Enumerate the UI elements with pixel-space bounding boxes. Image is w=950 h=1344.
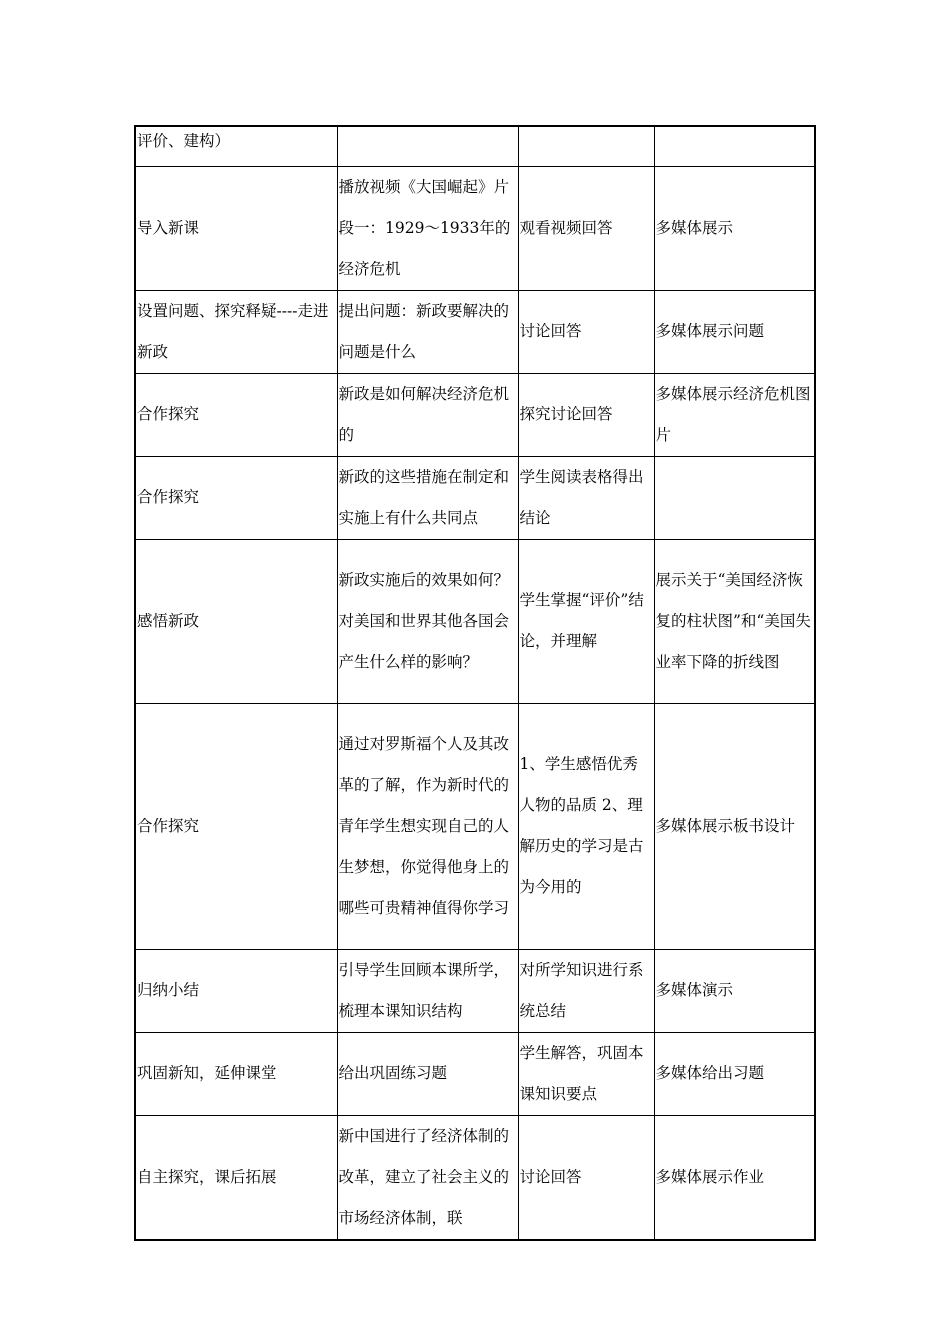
media-cell: 多媒体给出习题 [654,1032,815,1115]
media-cell: 多媒体展示 [654,166,815,290]
teacher-activity-cell: 新政的这些措施在制定和实施上有什么共同点 [337,456,518,539]
stage-cell: 导入新课 [135,166,337,290]
student-activity-cell: 探究讨论回答 [518,373,654,456]
media-cell: 展示关于“美国经济恢复的柱状图”和“美国失业率下降的折线图 [654,539,815,703]
student-activity-cell: 讨论回答 [518,290,654,373]
student-activity-cell: 对所学知识进行系统总结 [518,949,654,1032]
stage-cell: 巩固新知，延伸课堂 [135,1032,337,1115]
teacher-activity-cell: 给出巩固练习题 [337,1032,518,1115]
stage-cell: 归纳小结 [135,949,337,1032]
student-activity-cell [518,126,654,166]
table-row [135,1032,815,1115]
media-cell: 多媒体演示 [654,949,815,1032]
stage-cell: 合作探究 [135,703,337,949]
table-row [135,166,815,290]
media-cell: 多媒体展示作业 [654,1115,815,1240]
table-row [135,126,815,166]
teacher-activity-cell: 播放视频《大国崛起》片段一：1929～1933年的经济危机 [337,166,518,290]
stage-cell: 合作探究 [135,456,337,539]
student-activity-cell: 学生阅读表格得出结论 [518,456,654,539]
media-cell: 多媒体展示经济危机图片 [654,373,815,456]
media-cell: 多媒体展示板书设计 [654,703,815,949]
student-activity-cell: 讨论回答 [518,1115,654,1240]
media-cell: 多媒体展示问题 [654,290,815,373]
teacher-activity-cell: 新政实施后的效果如何？对美国和世界其他各国会产生什么样的影响？ [337,539,518,703]
table-row [135,373,815,456]
teacher-activity-cell: 通过对罗斯福个人及其改革的了解，作为新时代的青年学生想实现自己的人生梦想，你觉得他身上的哪些可贵精神值得你学习 [337,703,518,949]
table-row [135,703,815,949]
table-row [135,290,815,373]
teacher-activity-cell: 引导学生回顾本课所学，梳理本课知识结构 [337,949,518,1032]
stage-cell: 评价、建构） [135,126,337,166]
table-row [135,1115,815,1240]
table-row [135,539,815,703]
lesson-plan-table [134,125,816,1241]
stage-cell: 设置问题、探究释疑----走进新政 [135,290,337,373]
table-row [135,949,815,1032]
student-activity-cell: 观看视频回答 [518,166,654,290]
table-row [135,456,815,539]
student-activity-cell: 学生掌握“评价”结论，并理解 [518,539,654,703]
teacher-activity-cell: 新政是如何解决经济危机的 [337,373,518,456]
stage-cell: 合作探究 [135,373,337,456]
stage-cell: 感悟新政 [135,539,337,703]
student-activity-cell: 学生解答，巩固本课知识要点 [518,1032,654,1115]
media-cell [654,126,815,166]
student-activity-cell: 1、学生感悟优秀人物的品质 2、理解历史的学习是古为今用的 [518,703,654,949]
teacher-activity-cell: 新中国进行了经济体制的改革，建立了社会主义的市场经济体制，联 [337,1115,518,1240]
media-cell [654,456,815,539]
stage-cell: 自主探究，课后拓展 [135,1115,337,1240]
teacher-activity-cell [337,126,518,166]
teacher-activity-cell: 提出问题：新政要解决的问题是什么 [337,290,518,373]
